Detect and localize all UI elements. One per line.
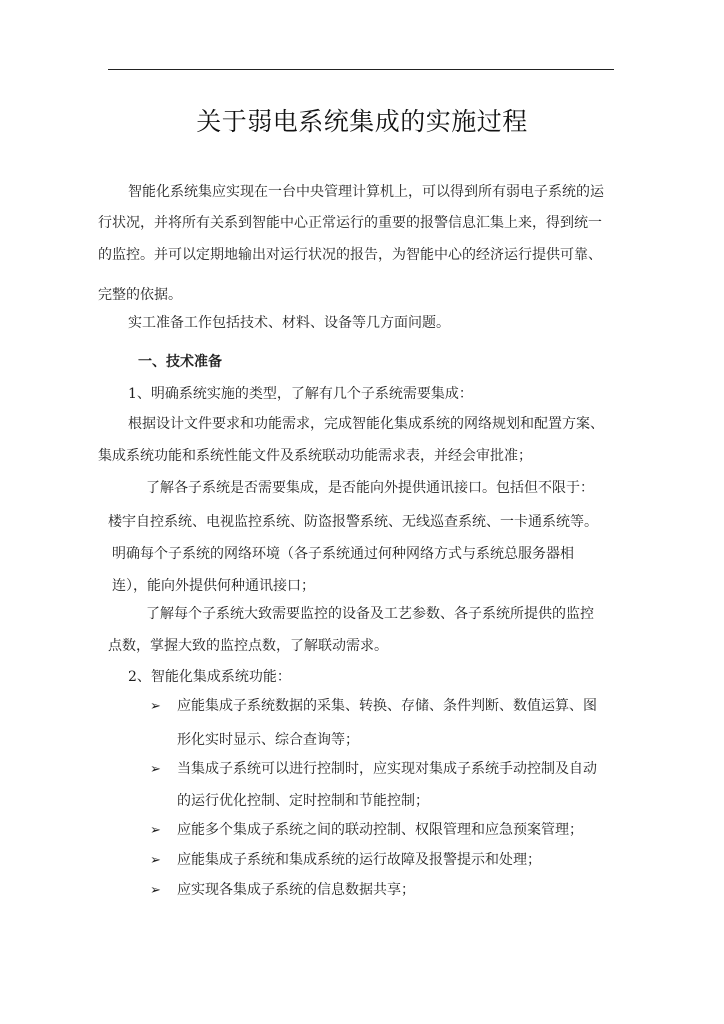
- body-line: 了解每个子系统大致需要监控的设备及工艺参数、各子系统所提供的监控: [146, 606, 594, 622]
- body-line: 明确每个子系统的网络环境（各子系统通过何种网络方式与系统总服务器相: [112, 546, 574, 562]
- body-line: 连），能向外提供何种通讯接口；: [112, 578, 315, 594]
- item-title: 2、智能化集成系统功能：: [128, 669, 291, 685]
- bullet-text: 的运行优化控制、定时控制和节能控制；: [177, 793, 429, 809]
- intro-paragraph-line: 的监控。并可以定期地输出对运行状况的报告，为智能中心的经济运行提供可靠、: [98, 247, 602, 263]
- section-heading: 一、技术准备: [138, 354, 222, 370]
- bullet-text: 应能多个集成子系统之间的联动控制、权限管理和应急预案管理；: [177, 822, 583, 838]
- arrow-bullet-icon: ➢: [150, 853, 161, 868]
- body-line: 了解各子系统是否需要集成，是否能向外提供通讯接口。包括但不限于：: [146, 480, 594, 496]
- body-line: 集成系统功能和系统性能文件及系统联动功能需求表，并经会审批准；: [98, 448, 532, 464]
- intro-paragraph-line: 智能化系统集应实现在一台中央管理计算机上，可以得到所有弱电子系统的运: [128, 184, 604, 200]
- intro-paragraph-line: 行状况，并将所有关系到智能中心正常运行的重要的报警信息汇集上来，得到统一: [98, 215, 602, 231]
- bullet-text: 应能集成子系统数据的采集、转换、存储、条件判断、数值运算、图: [177, 698, 597, 714]
- header-rule: [108, 69, 614, 70]
- bullet-text: 应能集成子系统和集成系统的运行故障及报警提示和处理；: [177, 852, 541, 868]
- intro-second-paragraph: 实工准备工作包括技术、材料、设备等几方面问题。: [128, 315, 450, 331]
- document-title: 关于弱电系统集成的实施过程: [196, 107, 528, 136]
- body-line: 点数，掌握大致的监控点数，了解联动需求。: [108, 638, 388, 654]
- body-line: 根据设计文件要求和功能需求，完成智能化集成系统的网络规划和配置方案、: [128, 416, 604, 432]
- bullet-text: 形化实时显示、综合查询等；: [177, 732, 359, 748]
- arrow-bullet-icon: ➢: [150, 699, 161, 714]
- item-title: 1、明确系统实施的类型，了解有几个子系统需要集成：: [128, 386, 473, 402]
- body-line: 楼宇自控系统、电视监控系统、防盗报警系统、无线巡查系统、一卡通系统等。: [108, 514, 598, 530]
- arrow-bullet-icon: ➢: [150, 823, 161, 838]
- bullet-text: 应实现各集成子系统的信息数据共享；: [177, 882, 415, 898]
- arrow-bullet-icon: ➢: [150, 762, 161, 777]
- arrow-bullet-icon: ➢: [150, 883, 161, 898]
- bullet-text: 当集成子系统可以进行控制时，应实现对集成子系统手动控制及自动: [177, 761, 597, 777]
- intro-paragraph-line: 完整的依据。: [98, 287, 182, 303]
